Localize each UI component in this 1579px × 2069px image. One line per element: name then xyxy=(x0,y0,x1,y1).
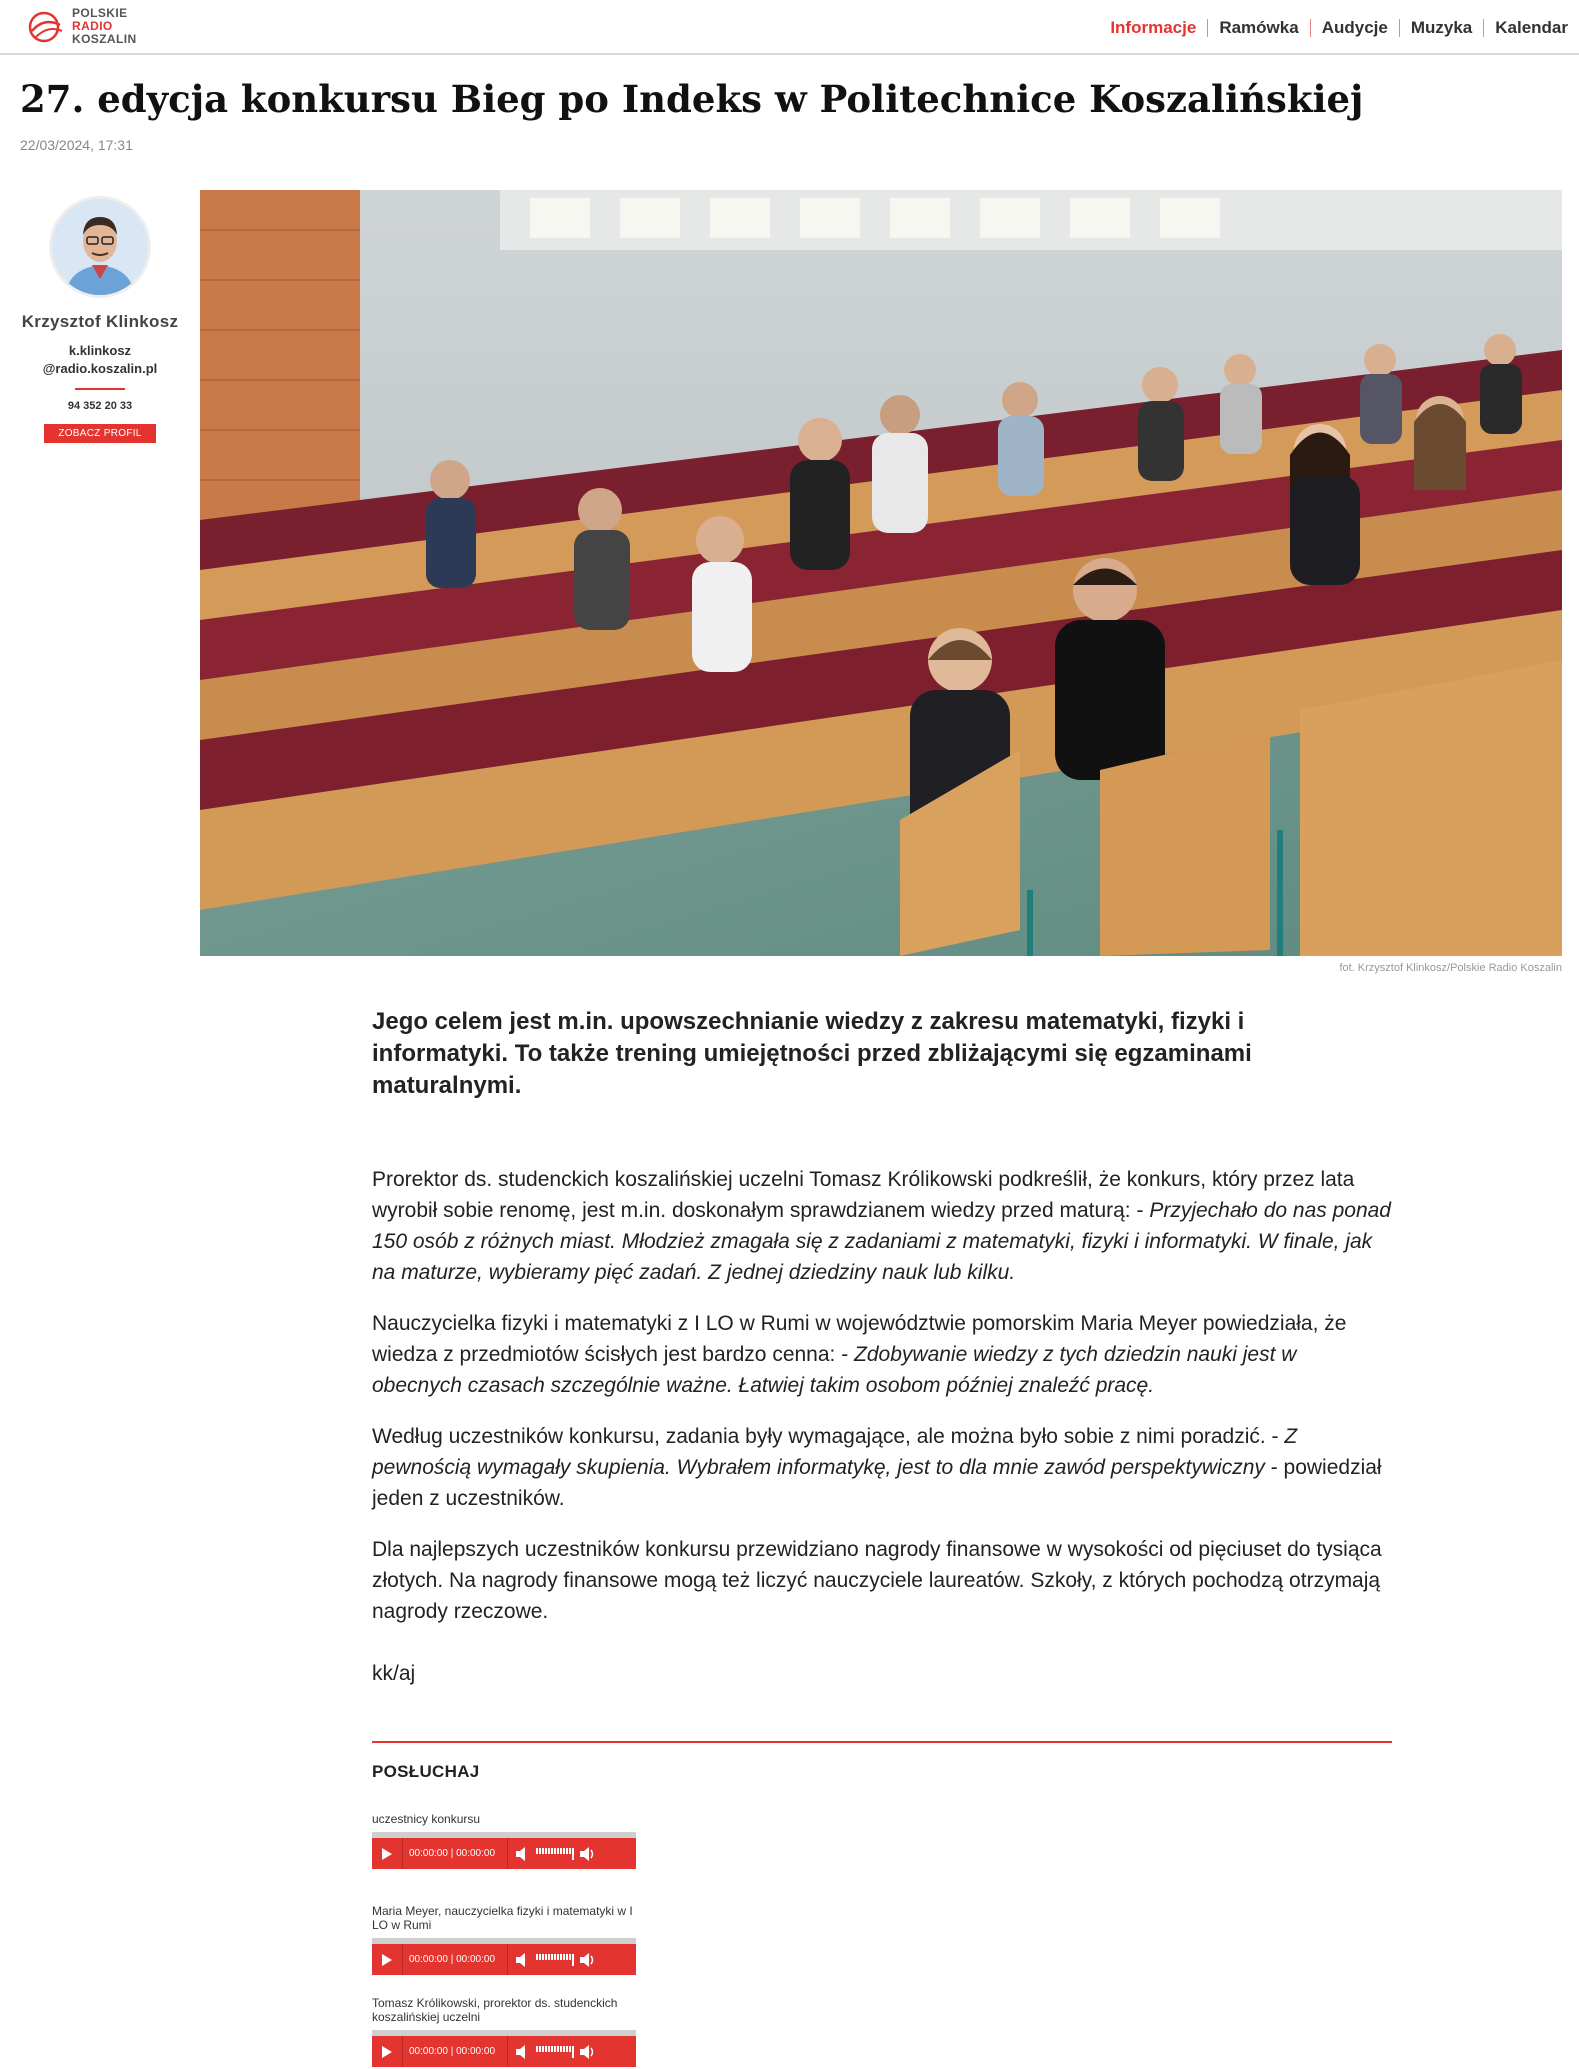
paragraph-text: - powiedział jeden z uczestników. xyxy=(372,1456,1382,1510)
volume-slider[interactable] xyxy=(536,2046,574,2058)
author-card xyxy=(20,196,180,443)
play-button[interactable] xyxy=(372,2036,403,2067)
author-divider xyxy=(75,388,125,390)
author-portrait-icon xyxy=(52,199,148,295)
paragraph xyxy=(372,1421,1392,1514)
volume-control[interactable] xyxy=(508,2045,596,2059)
article-date: 22/03/2024, 17:31 xyxy=(20,137,133,153)
audio-time: 00:00:00 | 00:00:00 xyxy=(403,1944,508,1975)
author-avatar[interactable] xyxy=(49,196,151,298)
paragraph-text: Nauczycielka fizyki i matematyki z I LO w Rumi w województwie pomorskim Maria Meyer powiedziała, że wiedza z przedmiotów ścisłych jest bardzo cenna: - xyxy=(372,1312,1347,1366)
audio-clip-label: Tomasz Królikowski, prorektor ds. studenckich koszalińskiej uczelni xyxy=(372,1996,618,2024)
nav-item-muzyka[interactable]: Muzyka xyxy=(1410,18,1473,37)
play-icon xyxy=(382,2046,392,2058)
paragraph xyxy=(372,1308,1392,1401)
volume-slider[interactable] xyxy=(536,1954,574,1966)
mute-icon[interactable] xyxy=(516,1847,530,1861)
volume-max-icon[interactable] xyxy=(580,1847,596,1861)
volume-control[interactable] xyxy=(508,1953,596,1967)
volume-max-icon[interactable] xyxy=(580,1953,596,1967)
quote-text: Zdobywanie wiedzy z tych dziedzin nauki jest w obecnych czasach szczególnie ważne. Łatwiej takim osobom później znaleźć pracę. xyxy=(372,1343,1297,1397)
article-lead: Jego celem jest m.in. upowszechnianie wiedzy z zakresu matematyki, fizyki i informatyki. To także trening umiejętności przed zbliżającymi się egzaminami maturalnymi. xyxy=(372,1008,1252,1099)
audio-clip-label: uczestnicy konkursu xyxy=(372,1812,481,1826)
audio-clip xyxy=(372,1812,636,1869)
audio-player xyxy=(372,2036,636,2067)
audio-clip-label: Maria Meyer, nauczycielka fizyki i matematyki w I LO w Rumi xyxy=(372,1904,633,1932)
author-email[interactable] xyxy=(20,342,180,378)
author-email-user: k.klinkosz xyxy=(68,343,132,358)
audio-clip xyxy=(372,1904,636,1975)
author-name[interactable]: Krzysztof Klinkosz xyxy=(21,312,179,331)
mute-icon[interactable] xyxy=(516,1953,530,1967)
audio-clip xyxy=(372,1996,636,2067)
mute-icon[interactable] xyxy=(516,2045,530,2059)
nav-separator xyxy=(1483,19,1484,37)
section-divider xyxy=(372,1741,1392,1743)
article-signoff: kk/aj xyxy=(372,1662,416,1685)
audio-time: 00:00:00 | 00:00:00 xyxy=(403,2036,508,2067)
nav-separator xyxy=(1207,19,1208,37)
site-header xyxy=(0,0,1579,55)
main-nav xyxy=(1099,16,1579,40)
play-icon xyxy=(382,1954,392,1966)
radio-wave-icon xyxy=(26,9,66,45)
audio-player xyxy=(372,1838,636,1869)
paragraph xyxy=(372,1164,1392,1288)
paragraph-text: Prorektor ds. studenckich koszalińskiej uczelni Tomasz Królikowski podkreślił, że konkurs, który przez lata wyrobił sobie renomę, jest m.in. doskonałym sprawdzianem wiedzy przed maturą: - xyxy=(372,1168,1355,1222)
author-phone: 94 352 20 33 xyxy=(67,400,133,412)
play-button[interactable] xyxy=(372,1838,403,1869)
view-profile-button[interactable]: ZOBACZ PROFIL xyxy=(44,424,155,443)
play-button[interactable] xyxy=(372,1944,403,1975)
quote-text: Przyjechało do nas ponad 150 osób z różnych miast. Młodzież zmagała się z zadaniami z matematyki, fizyki i informatyki. W finale, jak na maturze, wybieramy pięć zadań. Z jednej dziedziny nauk lub kilku. xyxy=(372,1199,1391,1284)
nav-item-kalendar[interactable]: Kalendar xyxy=(1495,18,1568,37)
paragraph-text: Według uczestników konkursu, zadania były wymagające, ale można było sobie z nimi poradzić. - xyxy=(372,1425,1285,1448)
quote-text: Z pewnością wymagały skupienia. Wybrałem informatykę, jest to dla mnie zawód perspektywiczny xyxy=(372,1425,1298,1479)
audio-player xyxy=(372,1944,636,1975)
article-photo xyxy=(200,190,1562,956)
nav-item-informacje[interactable]: Informacje xyxy=(1110,18,1197,37)
photo-credit: fot. Krzysztof Klinkosz/Polskie Radio Koszalin xyxy=(1339,962,1562,974)
author-email-domain: @radio.koszalin.pl xyxy=(42,361,158,376)
logo-text: POLSKIE RADIO KOSZALIN xyxy=(72,6,137,46)
nav-separator xyxy=(1399,19,1400,37)
play-icon xyxy=(382,1848,392,1860)
listen-heading: POSŁUCHAJ xyxy=(372,1762,480,1781)
site-logo[interactable] xyxy=(26,7,156,49)
audio-time: 00:00:00 | 00:00:00 xyxy=(403,1838,508,1869)
article-body xyxy=(372,1164,1392,1647)
nav-item-audycje[interactable]: Audycje xyxy=(1321,18,1388,37)
article-title: 27. edycja konkursu Bieg po Indeks w Politechnice Koszalińskiej xyxy=(20,77,1364,121)
lecture-hall-photo-icon xyxy=(200,190,1562,956)
paragraph: Dla najlepszych uczestników konkursu przewidziano nagrody finansowe w wysokości od pięciuset do tysiąca złotych. Na nagrody finansowe mogą też liczyć nauczyciele laureatów. Szkoły, z których pochodzą otrzymają nagrody rzeczowe. xyxy=(372,1538,1382,1623)
nav-item-ramowka[interactable]: Ramówka xyxy=(1219,18,1299,37)
volume-max-icon[interactable] xyxy=(580,2045,596,2059)
volume-slider[interactable] xyxy=(536,1848,574,1860)
nav-separator xyxy=(1310,19,1311,37)
volume-control[interactable] xyxy=(508,1847,596,1861)
